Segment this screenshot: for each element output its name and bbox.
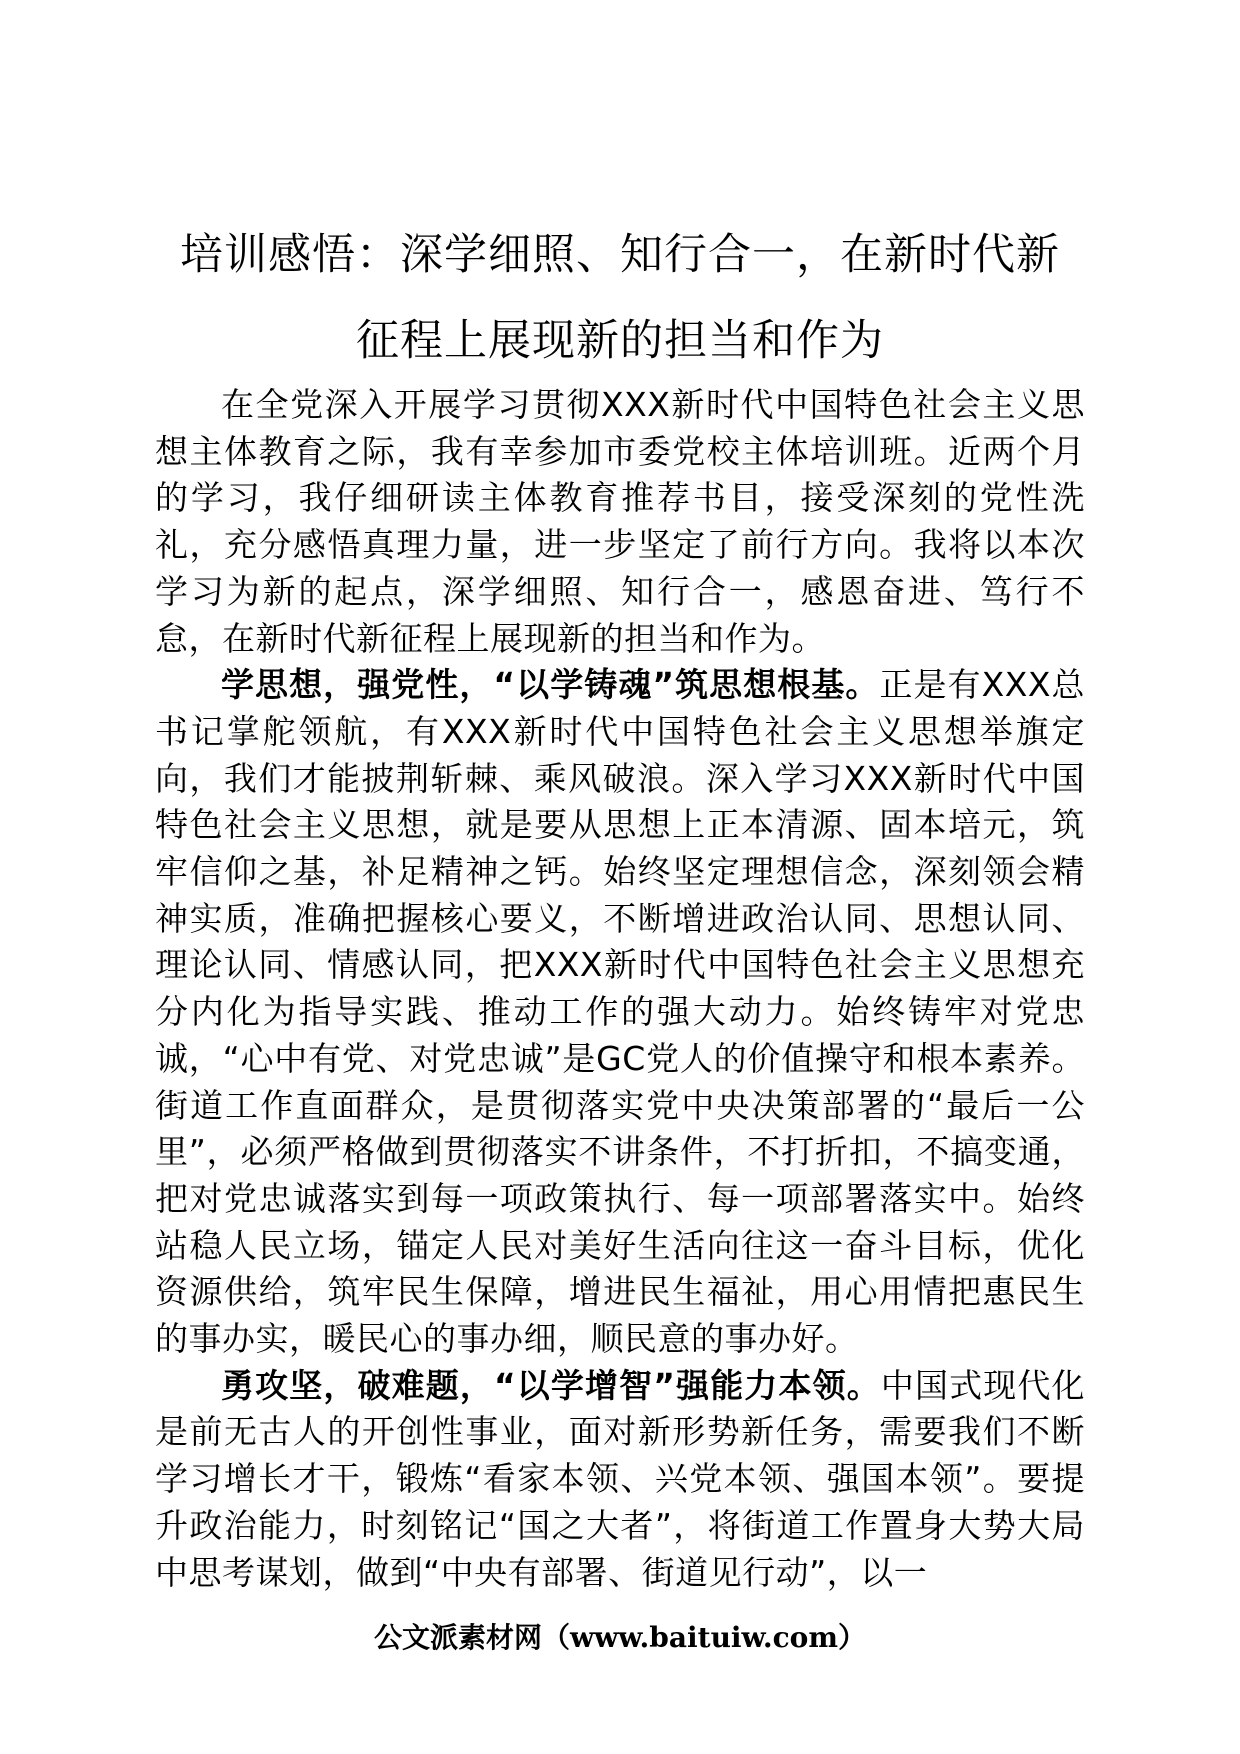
paragraph-text: 中国式现代化是前无古人的开创性事业，面对新形势新任务，需要我们不断学习增长才干，锻炼“看家本领、兴党本领、强国本领”。要提升政治能力，时刻铭记“国之大者”，将街道工作置身大势大局中思考谋划，做到“中央有部署、街道见行动”，以一 <box>155 1365 1085 1592</box>
title-line-2: 征程上展现新的担当和作为 <box>356 316 884 366</box>
paragraph-text: 在全党深入开展学习贯彻XXX新时代中国特色社会主义思想主体教育之际，我有幸参加市委党校主体培训班。近两个月的学习，我仔细研读主体教育推荐书目，接受深刻的党性洗礼，充分感悟真理力量，进一步坚定了前行方向。我将以本次学习为新的起点，深学细照、知行合一，感恩奋进、笃行不怠，在新时代新征程上展现新的担当和作为。 <box>155 385 1085 658</box>
paragraph-intro <box>155 382 1085 662</box>
document-body <box>155 382 1085 1596</box>
paragraph-section-1 <box>155 662 1085 1363</box>
page-footer: 公文派素材网（www.baituiw.com） <box>374 1621 866 1654</box>
title-line-1: 培训感悟：深学细照、知行合一，在新时代新 <box>180 230 1060 280</box>
document-title <box>150 212 1090 384</box>
paragraph-section-2 <box>155 1363 1085 1597</box>
section-heading: 勇攻坚，破难题，“以学增智”强能力本领。 <box>221 1365 881 1405</box>
paragraph-text: 正是有XXX总书记掌舵领航，有XXX新时代中国特色社会主义思想举旗定向，我们才能披荆斩棘、乘风破浪。深入学习XXX新时代中国特色社会主义思想，就是要从思想上正本清源、固本培元，筑牢信仰之基，补足精神之钙。始终坚定理想信念，深刻领会精神实质，准确把握核心要义，不断增进政治认同、思想认同、理论认同、情感认同，把XXX新时代中国特色社会主义思想充分内化为指导实践、推动工作的强大动力。始终铸牢对党忠诚，“心中有党、对党忠诚”是GC党人的价值操守和根本素养。街道工作直面群众，是贯彻落实党中央决策部署的“最后一公里”，必须严格做到贯彻落实不讲条件，不打折扣，不搞变通，把对党忠诚落实到每一项政策执行、每一项部署落实中。始终站稳人民立场，锚定人民对美好生活向往这一奋斗目标，优化资源供给，筑牢民生保障，增进民生福祉，用心用情把惠民生的事办实，暖民心的事办细，顺民意的事办好。 <box>155 665 1085 1359</box>
section-heading: 学思想，强党性，“以学铸魂”筑思想根基。 <box>221 665 880 705</box>
